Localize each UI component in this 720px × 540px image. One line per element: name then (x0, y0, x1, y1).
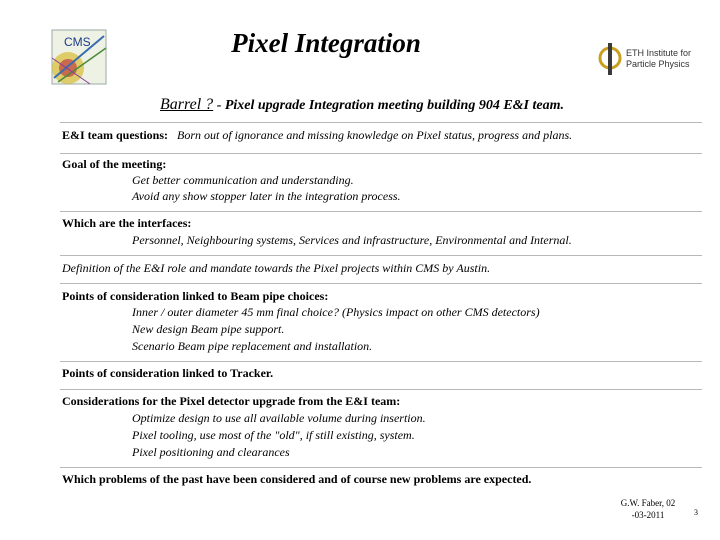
cms-logo-text: CMS (64, 35, 91, 49)
divider (60, 467, 702, 468)
considerations-item: Pixel positioning and clearances (132, 445, 290, 459)
divider (60, 255, 702, 256)
questions-row (62, 128, 572, 143)
interfaces-item: Personnel, Neighbouring systems, Services and infrastructure, Environmental and Internal. (132, 233, 572, 247)
interfaces-heading: Which are the interfaces: (62, 216, 192, 230)
beampipe-heading: Points of consideration linked to Beam pipe choices: (62, 289, 329, 303)
footer-author: G.W. Faber, 02 (620, 498, 676, 508)
footer-date: -03-2011 (631, 510, 665, 520)
considerations-heading: Considerations for the Pixel detector upgrade from the E&I team: (62, 394, 401, 408)
footer-credit (618, 497, 678, 521)
eth-logo-line1: ETH Institute for (626, 48, 692, 58)
subtitle-rest: - Pixel upgrade Integration meeting building 904 E&I team. (213, 98, 564, 113)
beampipe-item: New design Beam pipe support. (132, 322, 285, 336)
divider (60, 122, 702, 123)
questions-text: Born out of ignorance and missing knowledge on Pixel status, progress and plans. (177, 128, 573, 142)
divider (60, 389, 702, 390)
eth-logo (596, 40, 696, 85)
closing-text: Which problems of the past have been considered and of course new problems are expected. (62, 472, 532, 486)
definition-text: Definition of the E&I role and mandate towards the Pixel projects within CMS by Austin. (62, 261, 491, 275)
divider (60, 153, 702, 154)
questions-label: E&I team questions: (62, 128, 169, 142)
page-title: Pixel Integration (231, 28, 421, 58)
considerations-item: Optimize design to use all available volume during insertion. (132, 411, 426, 425)
beampipe-item: Scenario Beam pipe replacement and installation. (132, 339, 373, 353)
considerations-item: Pixel tooling, use most of the "old", if still existing, system. (132, 428, 415, 442)
tracker-heading: Points of consideration linked to Tracker. (62, 366, 274, 380)
beampipe-item: Inner / outer diameter 45 mm final choice? (Physics impact on other CMS detectors) (132, 305, 540, 319)
goal-heading: Goal of the meeting: (62, 157, 167, 171)
subtitle (160, 96, 564, 114)
subtitle-barrel: Barrel ? (160, 96, 214, 113)
goal-item: Avoid any show stopper later in the integration process. (132, 189, 401, 203)
goal-item: Get better communication and understanding. (132, 173, 354, 187)
divider (60, 283, 702, 284)
divider (60, 361, 702, 362)
page-number: 3 (694, 508, 698, 517)
eth-logo-line2: Particle Physics (626, 59, 690, 69)
divider (60, 211, 702, 212)
